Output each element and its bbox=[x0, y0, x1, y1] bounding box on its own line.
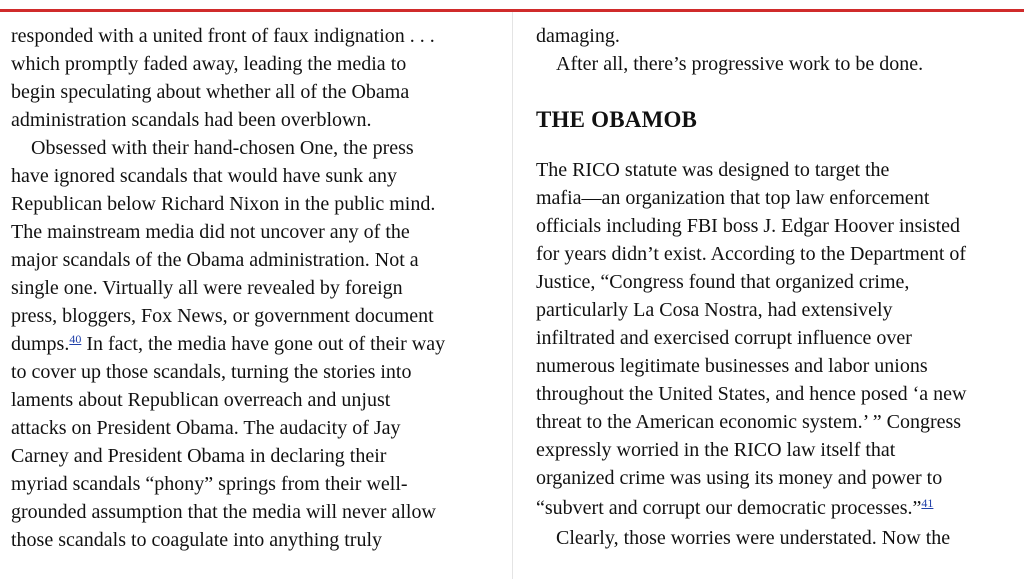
text-line: damaging. bbox=[536, 25, 620, 47]
text-line: begin speculating about whether all of the Obama bbox=[11, 81, 410, 103]
text-line: The RICO statute was designed to target the bbox=[536, 159, 890, 181]
text-line: officials including FBI boss J. Edgar Hoover insisted bbox=[536, 215, 961, 237]
text-segment: “subvert and corrupt our democratic processes.” bbox=[536, 497, 922, 519]
text-line: mafia—an organization that top law enforcement bbox=[536, 187, 930, 209]
text-line bbox=[536, 492, 1016, 524]
text-line: single one. Virtually all were revealed by foreign bbox=[11, 277, 403, 299]
text-line: those scandals to coagulate into anything truly bbox=[11, 529, 383, 551]
text-line: organized crime was using its money and power to bbox=[536, 467, 943, 489]
text-line: to cover up those scandals, turning the stories into bbox=[11, 361, 412, 383]
footnote-link-41[interactable]: 41 bbox=[921, 496, 934, 510]
column-divider bbox=[512, 12, 513, 579]
text-line: attacks on President Obama. The audacity of Jay bbox=[11, 417, 401, 439]
text-line: numerous legitimate businesses and labor unions bbox=[536, 355, 928, 377]
text-line bbox=[11, 330, 501, 358]
text-line: Republican below Richard Nixon in the public mind. bbox=[11, 193, 436, 215]
text-line: throughout the United States, and hence posed ‘a new bbox=[536, 383, 967, 405]
text-line: major scandals of the Obama administration. Not a bbox=[11, 249, 419, 271]
section-heading: THE OBAMOB bbox=[536, 107, 698, 132]
text-line: Justice, “Congress found that organized crime, bbox=[536, 271, 910, 293]
text-line: expressly worried in the RICO law itself that bbox=[536, 439, 896, 461]
text-line: After all, there’s progressive work to be done. bbox=[556, 53, 924, 75]
text-line: which promptly faded away, leading the media to bbox=[11, 53, 407, 75]
text-line: responded with a united front of faux indignation . . . bbox=[11, 25, 435, 47]
text-segment: dumps. bbox=[11, 333, 70, 355]
spacer bbox=[536, 134, 1016, 156]
text-line: administration scandals had been overblown. bbox=[11, 109, 372, 131]
text-line: grounded assumption that the media will never allow bbox=[11, 501, 436, 523]
spacer bbox=[536, 78, 1016, 106]
footnote-link-40[interactable]: 40 bbox=[69, 332, 82, 346]
text-line: laments about Republican overreach and unjust bbox=[11, 389, 391, 411]
text-line: The mainstream media did not uncover any of the bbox=[11, 221, 410, 243]
text-line: for years didn’t exist. According to the Department of bbox=[536, 243, 967, 265]
text-line: have ignored scandals that would have sunk any bbox=[11, 165, 398, 187]
text-line: Carney and President Obama in declaring their bbox=[11, 445, 387, 467]
text-segment: In fact, the media have gone out of their way bbox=[81, 333, 446, 355]
text-line: press, bloggers, Fox News, or government document bbox=[11, 305, 434, 327]
text-line: Obsessed with their hand-chosen One, the press bbox=[31, 137, 414, 159]
left-column bbox=[11, 22, 501, 554]
text-line: particularly La Cosa Nostra, had extensively bbox=[536, 299, 893, 321]
text-line: infiltrated and exercised corrupt influence over bbox=[536, 327, 912, 349]
text-line: threat to the American economic system.’ ” Congress bbox=[536, 411, 962, 433]
right-column bbox=[536, 22, 1016, 552]
text-line: myriad scandals “phony” springs from their well- bbox=[11, 473, 408, 495]
text-line: Clearly, those worries were understated. Now the bbox=[556, 527, 951, 549]
